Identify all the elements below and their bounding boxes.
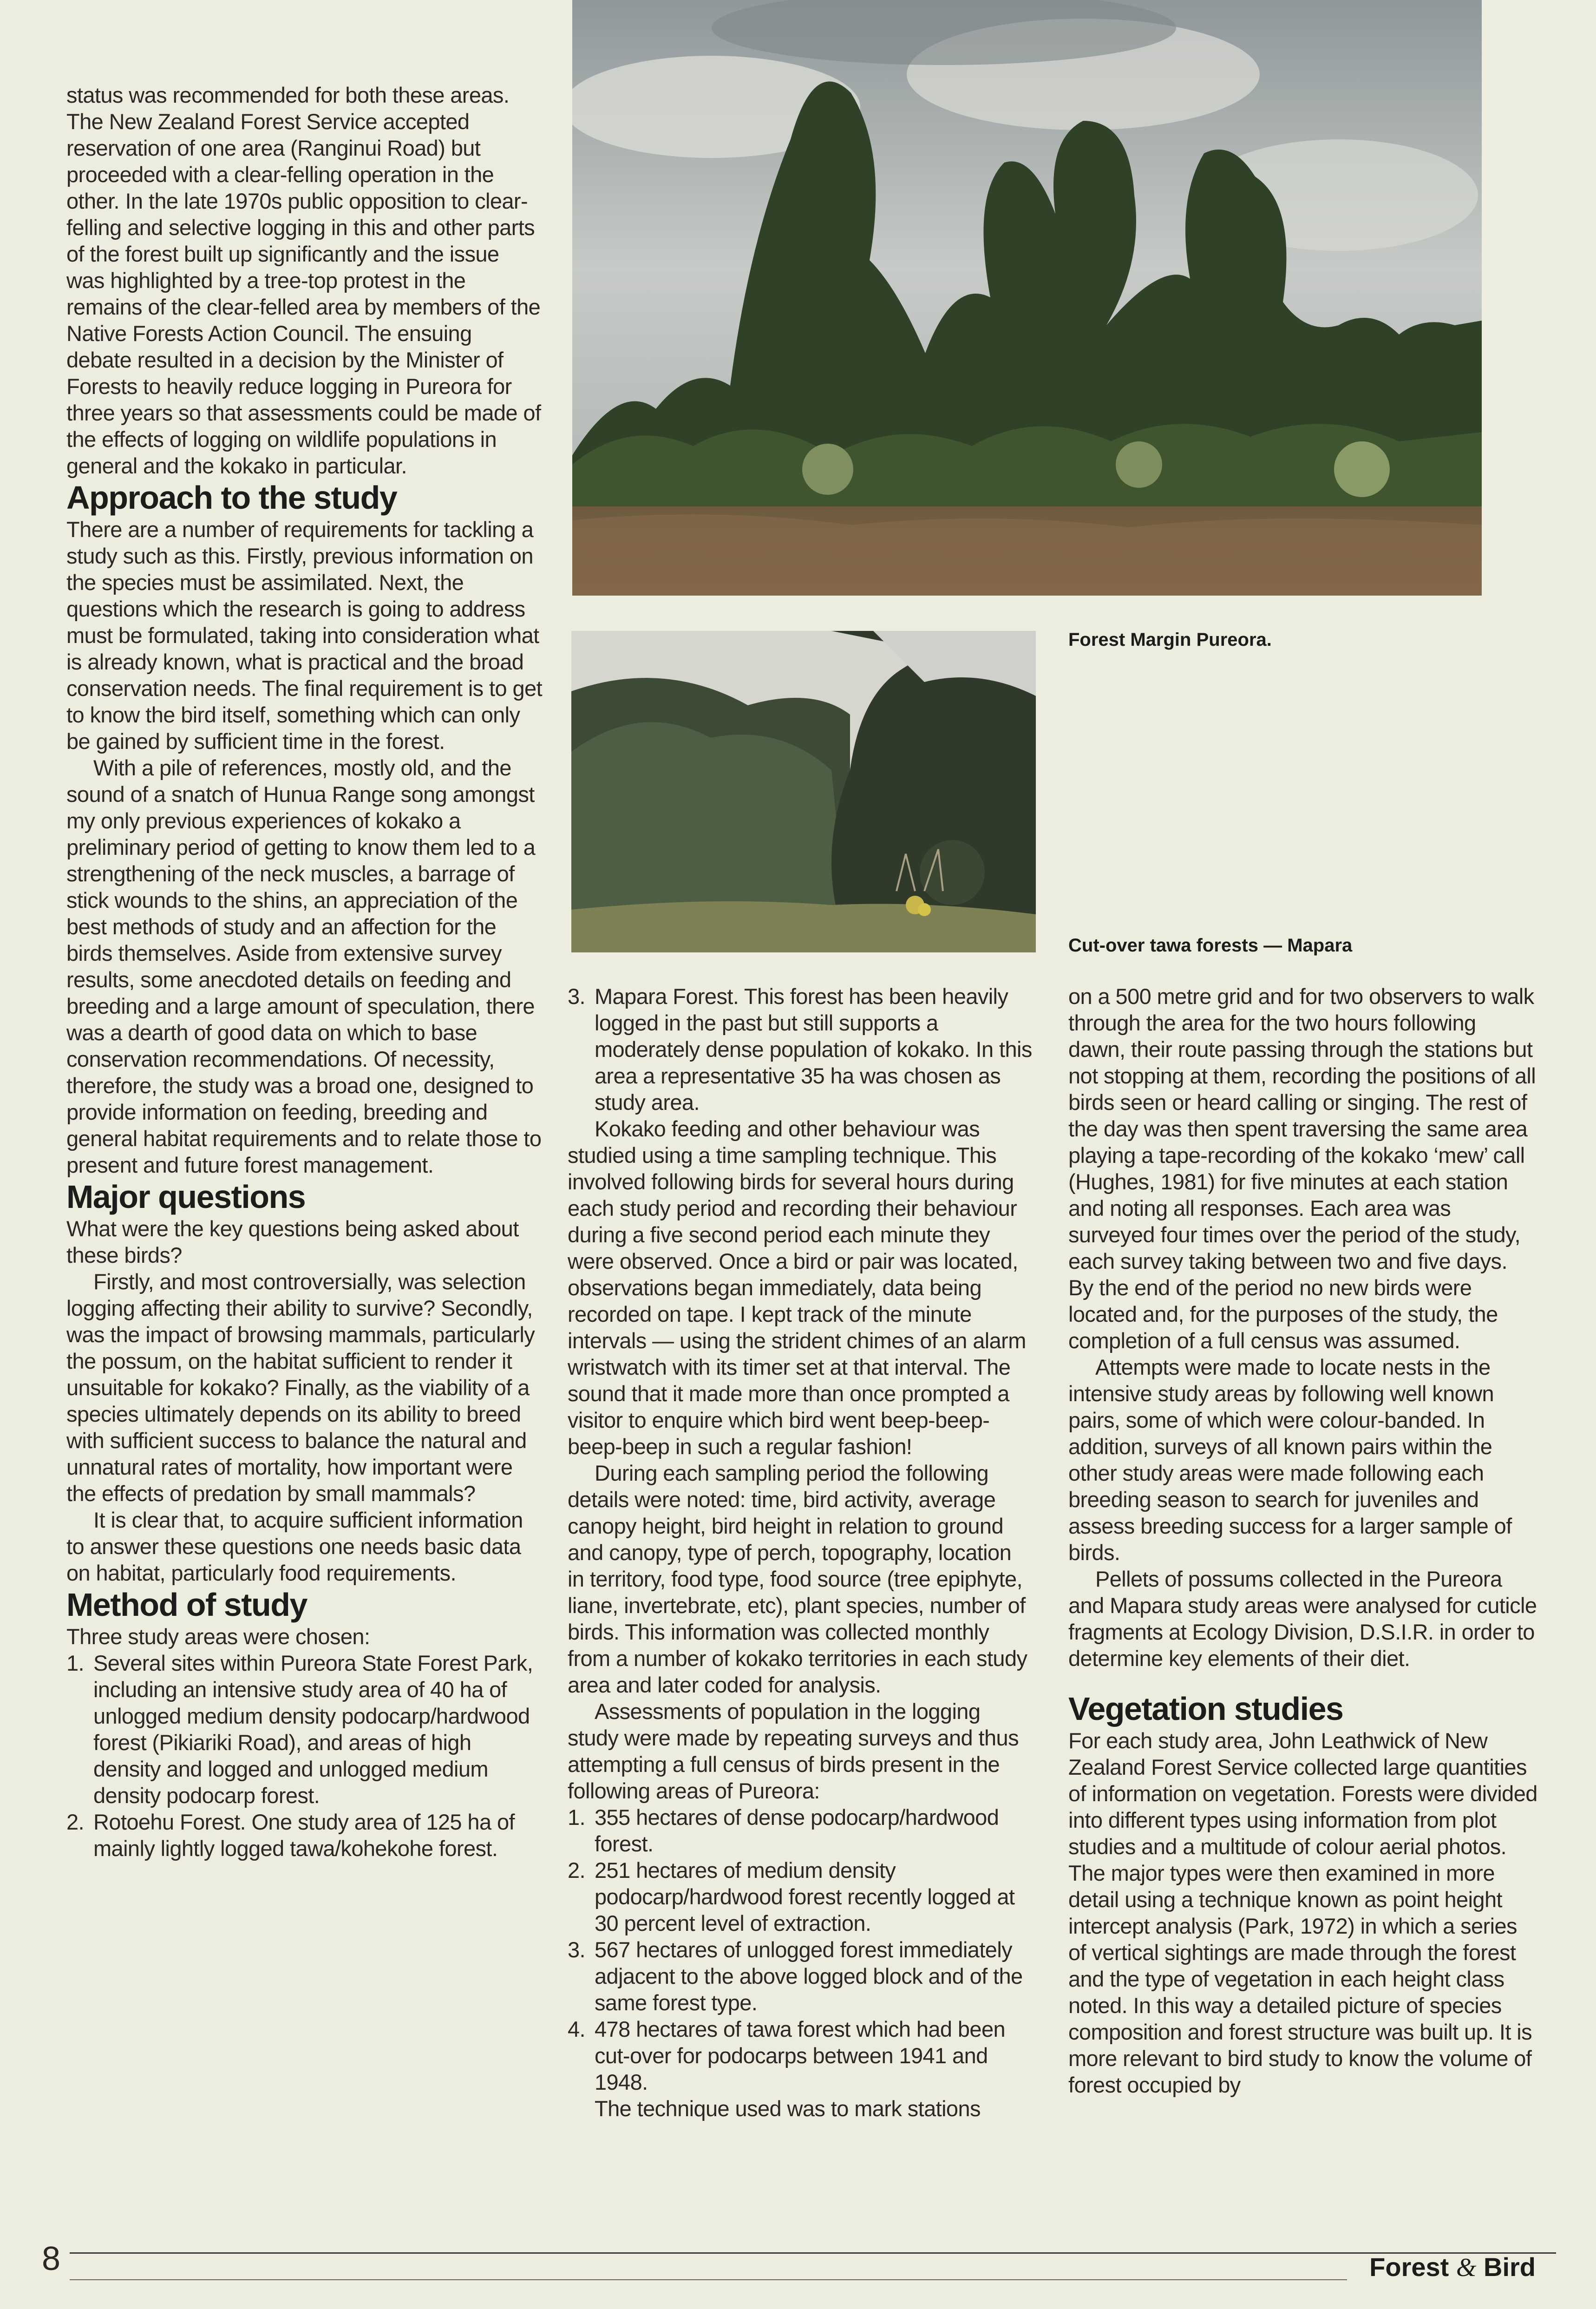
list-item (568, 1936, 1032, 2016)
paragraph: The technique used was to mark stations (595, 2096, 981, 2121)
list-number: 2. (66, 1810, 84, 1834)
list-text: 567 hectares of unlogged forest immediately adjacent to the above logged block and of the same forest type. (595, 1937, 1023, 2015)
page-number: 8 (42, 2240, 61, 2277)
paragraph: There are a number of requirements for tackling a study such as this. Firstly, previous information on the species must be assimilated. Next, the questions which the research is going to address must be formulated, taking into consideration what is already known, what is practical and the broad conservation needs. The final requirement is to get to know the bird itself, something which can only be gained by sufficient time in the forest. (66, 517, 543, 754)
section-heading: Method of study (66, 1587, 307, 1623)
photo-caption-cut-over: Cut-over tawa forests — Mapara (1068, 935, 1353, 956)
photo-caption-forest-margin: Forest Margin Pureora. (1068, 630, 1272, 650)
study-areas-list (66, 1650, 543, 1862)
section-heading: Major questions (66, 1179, 306, 1215)
paragraph: Firstly, and most controversially, was selection logging affecting their ability to survive? Secondly, was the impact of browsing mammals, particularly the possum, on the habitat sufficient to render it unsuitable for kokako? Finally, as the viability of a species ultimately depends on its ability to breed with sufficient success to balance the natural and unnatural rates of mortality, how important were the effects of predation by small mammals? (66, 1269, 535, 1506)
paragraph: Kokako feeding and other behaviour was studied using a time sampling technique. This involved following birds for several hours during each study period and recording their behaviour during a five second period each minute they were observed. Once a bird or pair was located, observations began immediately, data being recorded on tape. I kept track of the minute intervals — using the strident chimes of an alarm wristwatch with its timer set at that interval. The sound that it made more than once prompted a visitor to enquire which bird went beep-beep-beep-beep in such a regular fashion! (568, 1116, 1026, 1459)
paragraph: Pellets of possums collected in the Pureora and Mapara study areas were analysed for cuticle fragments at Ecology Division, D.S.I.R. in order to determine key elements of their diet. (1068, 1567, 1537, 1671)
list-item (568, 1857, 1032, 1936)
paragraph: During each sampling period the following details were noted: time, bird activity, average canopy height, bird height in relation to ground and canopy, type of perch, topography, location in territory, food type, food source (tree epiphyte, liane, invertebrate, etc), plant species, number of birds. This information was collected monthly from a number of kokako territories in each study area and later coded for analysis. (568, 1461, 1027, 1697)
list-item (568, 983, 1032, 1115)
paragraph: on a 500 metre grid and for two observers to walk through the area for the two hours following dawn, their route passing through the stations but not stopping at them, recording the positions of all birds seen or heard calling or singing. The rest of the day was then spent traversing the same area playing a tape-recording of the kokako ‘mew’ call (Hughes, 1981) for five minutes at each station and noting all responses. Each area was surveyed four times over the period of the study, each survey taking between two and five days. By the end of the period no new birds were located and, for the purposes of the study, the completion of a full census was assumed. (1068, 984, 1536, 1353)
list-text: Rotoehu Forest. One study area of 125 ha of mainly lightly logged tawa/kohekohe forest. (93, 1810, 515, 1861)
list-number: 3. (568, 1937, 585, 1962)
paragraph: Assessments of population in the logging study were made by repeating surveys and thus attempting a full census of birds present in the following areas of Pureora: (568, 1699, 1019, 1803)
list-item (66, 1650, 543, 1809)
study-areas-list-continued (568, 983, 1032, 1115)
list-number: 4. (568, 2017, 585, 2041)
list-text: 251 hectares of medium density podocarp/hardwood forest recently logged at 30 percent level of extraction. (595, 1858, 1015, 1935)
list-text: 478 hectares of tawa forest which had been cut-over for podocarps between 1941 and 1948. (595, 2017, 1006, 2094)
forest-margin-photo (572, 0, 1482, 596)
paragraph: Three study areas were chosen: (66, 1624, 370, 1649)
census-areas-list (568, 1804, 1032, 2095)
paragraph: What were the key questions being asked about these birds? (66, 1216, 519, 1267)
list-item (568, 2016, 1032, 2095)
paragraph: For each study area, John Leathwick of New Zealand Forest Service collected large quantities of information on vegetation. Forests were divided into different types using information from plot studies and a multitude of colour aerial photos. The major types were then examined in more detail using a technique known as point height intercept analysis (Park, 1972) in which a series of vertical sightings are made through the forest and the type of vegetation in each height class noted. In this way a detailed picture of species composition and forest structure was built up. It is more relevant to bird study to know the volume of forest occupied by (1068, 1728, 1537, 2097)
magazine-masthead (1369, 2253, 1536, 2282)
list-number: 3. (568, 984, 585, 1009)
masthead-ampersand: & (1456, 2253, 1477, 2282)
section-heading: Vegetation studies (1068, 1691, 1343, 1727)
footer-rule-lower (70, 2279, 1347, 2280)
list-text: Several sites within Pureora State Forest Park, including an intensive study area of 40 ha of unlogged medium density podocarp/hardwood forest (Pikiariki Road), and areas of high density and logged and unlogged medium density podocarp forest. (93, 1651, 533, 1808)
masthead-forest: Forest (1369, 2252, 1449, 2282)
section-heading: Approach to the study (66, 479, 397, 516)
list-text: Mapara Forest. This forest has been heavily logged in the past but still supports a moderately dense population of kokako. In this area a representative 35 ha was chosen as study area. (595, 984, 1032, 1115)
list-number: 2. (568, 1858, 585, 1883)
list-number: 1. (66, 1651, 84, 1675)
paragraph: It is clear that, to acquire sufficient information to answer these questions one needs basic data on habitat, particularly food requirements. (66, 1508, 523, 1585)
list-text: 355 hectares of dense podocarp/hardwood forest. (595, 1805, 999, 1856)
article-column-3 (1068, 983, 1537, 2098)
paragraph: With a pile of references, mostly old, and the sound of a snatch of Hunua Range song amongst my only previous experiences of kokako a preliminary period of getting to know them led to a strengthening of the neck muscles, a barrage of stick wounds to the shins, an appreciation of the best methods of study and an affection for the birds themselves. Aside from extensive survey results, some anecdoted details on feeding and breeding and a large amount of speculation, there was a dearth of good data on which to base conservation recommendations. Of necessity, therefore, the study was a broad one, designed to provide information on feeding, breeding and general habitat requirements and to relate those to present and future forest management. (66, 755, 542, 1177)
list-item (66, 1809, 543, 1862)
article-column-2 (568, 983, 1032, 2122)
masthead-bird: Bird (1484, 2252, 1536, 2282)
cut-over-forest-photo (571, 631, 1036, 952)
list-item (568, 1804, 1032, 1857)
article-column-1 (66, 82, 543, 1862)
list-number: 1. (568, 1805, 585, 1830)
footer-rule (70, 2252, 1556, 2254)
paragraph: Attempts were made to locate nests in the intensive study areas by following well known pairs, some of which were colour-banded. In addition, surveys of all known pairs within the other study areas were made following each breeding season to search for juveniles and assess breeding success for a larger sample of birds. (1068, 1355, 1512, 1565)
paragraph: status was recommended for both these areas. The New Zealand Forest Service accepted reservation of one area (Ranginui Road) but proceeded with a clear-felling operation in the other. In the late 1970s public opposition to clear-felling and selective logging in this and other parts of the forest built up significantly and the issue was highlighted by a tree-top protest in the remains of the clear-felled area by members of the Native Forests Action Council. The ensuing debate resulted in a decision by the Minister of Forests to heavily reduce logging in Pureora for three years so that assessments could be made of the effects of logging on wildlife populations in general and the kokako in particular. (66, 83, 541, 478)
